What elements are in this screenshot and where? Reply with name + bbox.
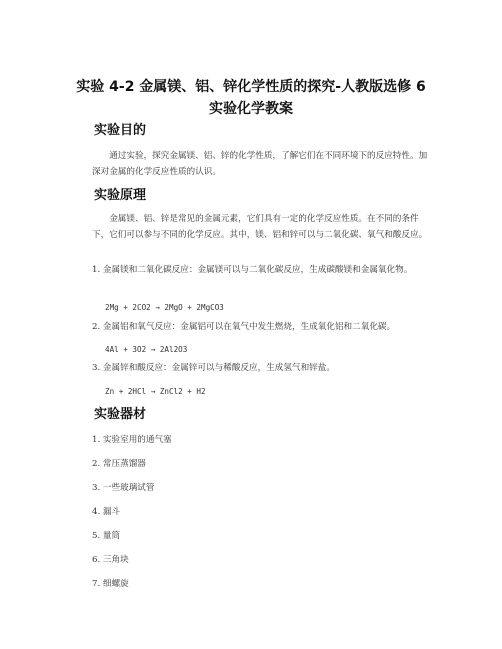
document-title-line1: 实验 4-2 金属镁、铝、锌化学性质的探究-人教版选修 6 [76,79,426,95]
heading-equipment: 实验器材 [94,407,147,422]
equation-3: Zn + 2HCl → ZnCl2 + H2 [105,387,206,396]
equipment-item: 4. 漏斗 [92,507,121,517]
equipment-item: 6. 三角块 [92,555,129,565]
equipment-item: 3. 一些玻璃试管 [92,483,155,493]
heading-principle: 实验原理 [94,188,147,203]
equipment-item: 5. 量筒 [92,531,121,541]
equation-1: 2Mg + 2CO2 → 2MgO + 2MgCO3 [105,303,224,312]
purpose-paragraph: 通过实验，探究金属镁、铝、锌的化学性质，了解它们在不同环境下的反应特性。加深对金属的化学反应性质的认识。 [92,151,428,177]
equipment-item: 2. 常压蒸馏器 [92,459,146,469]
heading-purpose: 实验目的 [94,123,147,138]
principle-item-2: 2. 金属铝和氧气反应：金属铝可以在氧气中发生燃烧，生成氧化铝和二氧化碳。 [92,322,396,332]
equipment-item: 7. 细螺旋 [92,579,129,589]
principle-item-1: 1. 金属镁和二氧化碳反应：金属镁可以与二氧化碳反应，生成碳酸镁和金属氧化物。 [92,265,413,275]
document-title-line2: 实验化学教案 [209,101,293,117]
principle-paragraph: 金属镁、铝、锌是常见的金属元素，它们具有一定的化学反应性质。在不同的条件下，它们可以参与不同的化学反应。其中，镁、铝和锌可以与二氧化碳、氧气和酸反应。 [92,214,428,240]
equipment-item: 1. 实验室用的通气塞 [92,435,172,445]
equation-2: 4Al + 3O2 → 2Al2O3 [105,345,188,354]
principle-item-3: 3. 金属锌和酸反应：金属锌可以与稀酸反应，生成氢气和锌盐。 [92,363,335,373]
